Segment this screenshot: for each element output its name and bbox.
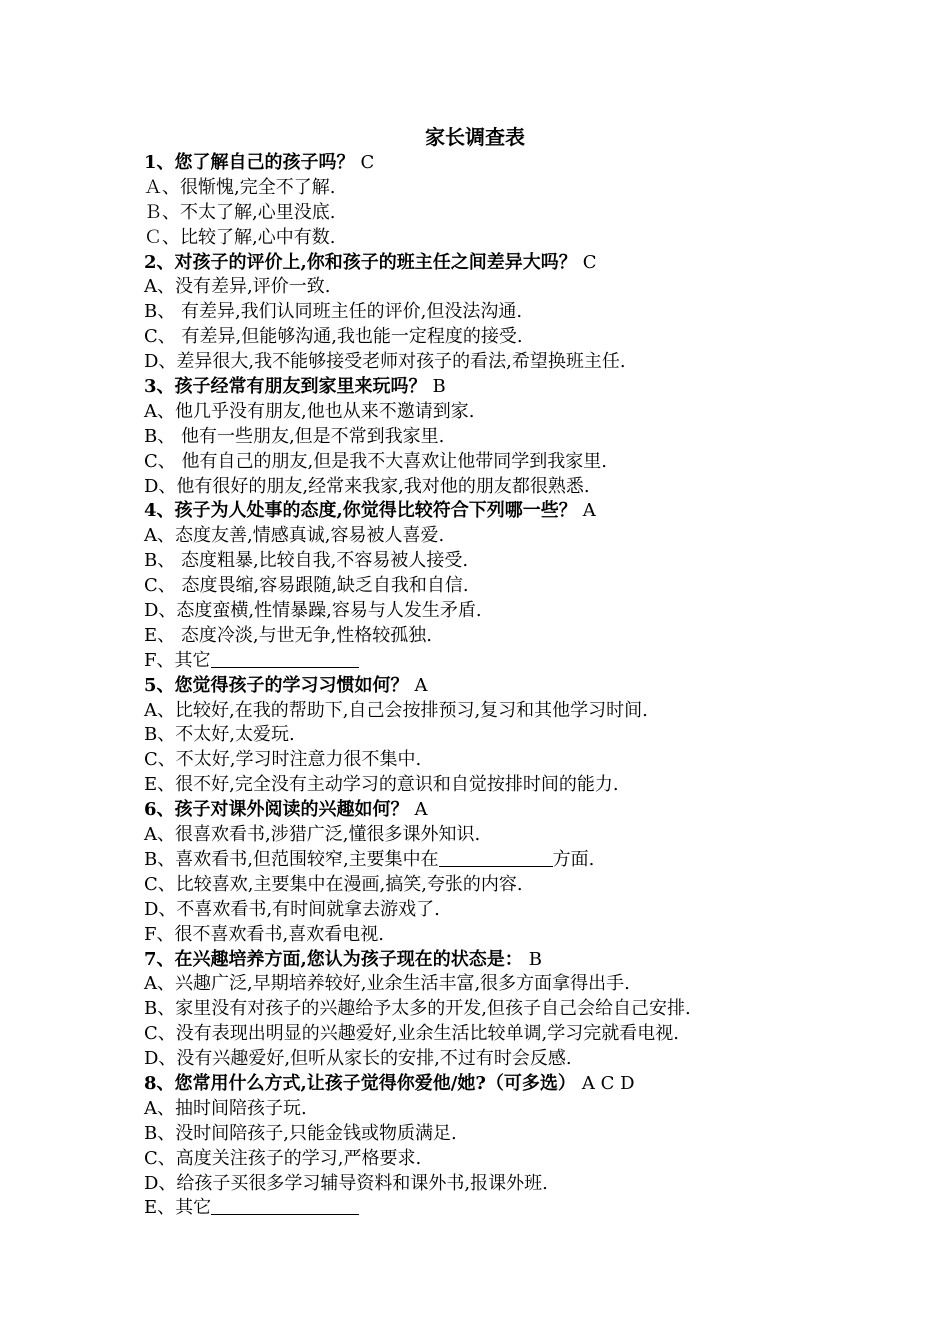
option-text: C、 态度畏缩,容易跟随,缺乏自我和自信. [144,575,469,597]
survey-body [144,151,934,1221]
fill-in-blank[interactable] [211,1196,359,1215]
option-line [144,649,934,674]
question-text: 4、孩子为人处事的态度,你觉得比较符合下列哪一些？ [144,500,577,522]
option-line [144,823,934,848]
option-text: C、 他有自己的朋友,但是我不大喜欢让他带同学到我家里. [144,450,607,472]
option-text: D、给孩子买很多学习辅导资料和课外书,报课外班. [144,1172,548,1194]
option-text: Ｂ、不太了解,心里没底. [144,201,336,223]
page-title: 家长调查表 [425,125,525,149]
question-8 [144,1072,934,1097]
question-answer: A [582,500,596,522]
option-text: D、没有兴趣爱好,但听从家长的安排,不过有时会反感. [144,1048,572,1070]
question-text: 6、孩子对课外阅读的兴趣如何？ [144,799,409,821]
question-2 [144,251,934,276]
option-line [144,1097,934,1122]
question-6 [144,798,934,823]
question-3 [144,375,934,400]
option-line [144,923,934,948]
option-line [144,1147,934,1172]
option-line [144,873,934,898]
option-text: B、 态度粗暴,比较自我,不容易被人接受. [144,550,469,572]
option-text: Ａ、很惭愧,完全不了解. [144,176,336,198]
fill-in-blank[interactable] [211,649,359,668]
question-1 [144,151,934,176]
option-text: F、很不喜欢看书,喜欢看电视. [144,923,384,945]
option-text: E、 态度冷淡,与世无争,性格较孤独. [144,624,433,646]
option-text: C、比较喜欢,主要集中在漫画,搞笑,夸张的内容. [144,873,523,895]
question-answer: A [414,799,428,821]
question-7 [144,948,934,973]
question-text: 2、对孩子的评价上,你和孩子的班主任之间差异大吗？ [144,251,577,273]
option-line [144,325,934,350]
option-text: A、态度友善,情感真诚,容易被人喜爱. [144,525,445,547]
option-line [144,275,934,300]
question-answer: B [528,948,543,970]
option-line [144,201,934,226]
option-line [144,475,934,500]
question-answer: C [582,251,597,273]
question-answer: C [360,152,375,173]
option-line [144,972,934,997]
option-text: C、不太好,学习时注意力很不集中. [144,749,422,771]
question-answer: B [432,376,446,398]
option-line [144,574,934,599]
option-text: B、没时间陪孩子,只能金钱或物质满足. [144,1122,457,1144]
option-line [144,699,934,724]
question-answer: A [414,674,428,696]
option-line [144,1022,934,1047]
question-text: 3、孩子经常有朋友到家里来玩吗？ [144,376,427,398]
option-text: D、态度蛮横,性情暴躁,容易与人发生矛盾. [144,600,482,622]
option-text: A、他几乎没有朋友,他也从来不邀请到家. [144,400,475,422]
option-text: E、其它 [144,1197,212,1219]
question-answer: A C D [581,1072,635,1094]
option-line [144,848,934,873]
option-line [144,1196,934,1221]
option-line [144,176,934,201]
option-text: B、家里没有对孩子的兴趣给予太多的开发,但孩子自己会给自己安排. [144,998,691,1020]
option-text-after: 方面. [552,848,595,870]
option-line [144,450,934,475]
option-text: C、高度关注孩子的学习,严格要求. [144,1147,422,1169]
option-line [144,723,934,748]
option-line [144,748,934,773]
option-text: A、比较好,在我的帮助下,自己会按排预习,复习和其他学习时间. [144,699,648,721]
option-text: A、抽时间陪孩子玩. [144,1097,307,1119]
question-text: 7、在兴趣培养方面,您认为孩子现在的状态是： [144,948,523,970]
option-line [144,524,934,549]
option-line [144,350,934,375]
option-line [144,997,934,1022]
option-line [144,599,934,624]
option-line [144,773,934,798]
option-text: B、 有差异,我们认同班主任的评价,但没法沟通. [144,301,523,323]
option-line [144,898,934,923]
option-text: B、喜欢看书,但范围较窄,主要集中在 [144,848,439,870]
option-text: D、不喜欢看书,有时间就拿去游戏了. [144,898,440,920]
option-text: F、其它 [144,649,211,671]
option-line [144,549,934,574]
option-line [144,1047,934,1072]
option-line [144,400,934,425]
option-line [144,300,934,325]
option-line [144,1172,934,1197]
question-4 [144,499,934,524]
question-5 [144,674,934,699]
option-line [144,624,934,649]
option-text: C、没有表现出明显的兴趣爱好,业余生活比较单调,学习完就看电视. [144,1023,679,1045]
option-text: Ｃ、比较了解,心中有数. [144,226,336,248]
option-text: A、没有差异,评价一致. [144,276,331,298]
question-text: 8、您常用什么方式,让孩子觉得你爱他/她?（可多选） [144,1072,576,1094]
option-text: B、 他有一些朋友,但是不常到我家里. [144,425,445,447]
option-text: D、差异很大,我不能够接受老师对孩子的看法,希望换班主任. [144,351,626,373]
option-text: A、很喜欢看书,涉猎广泛,懂很多课外知识. [144,824,481,846]
option-line [144,425,934,450]
option-line [144,1122,934,1147]
option-text: B、不太好,太爱玩. [144,724,295,746]
question-text: 5、您觉得孩子的学习习惯如何？ [144,674,409,696]
option-line [144,226,934,251]
option-text: D、他有很好的朋友,经常来我家,我对他的朋友都很熟悉. [144,475,590,497]
option-text: C、 有差异,但能够沟通,我也能一定程度的接受. [144,326,523,348]
question-text: 1、您了解自己的孩子吗？ [144,152,355,173]
option-text: E、很不好,完全没有主动学习的意识和自觉按排时间的能力. [144,774,619,796]
option-text: A、兴趣广泛,早期培养较好,业余生活丰富,很多方面拿得出手. [144,973,630,995]
fill-in-blank[interactable] [439,848,553,867]
